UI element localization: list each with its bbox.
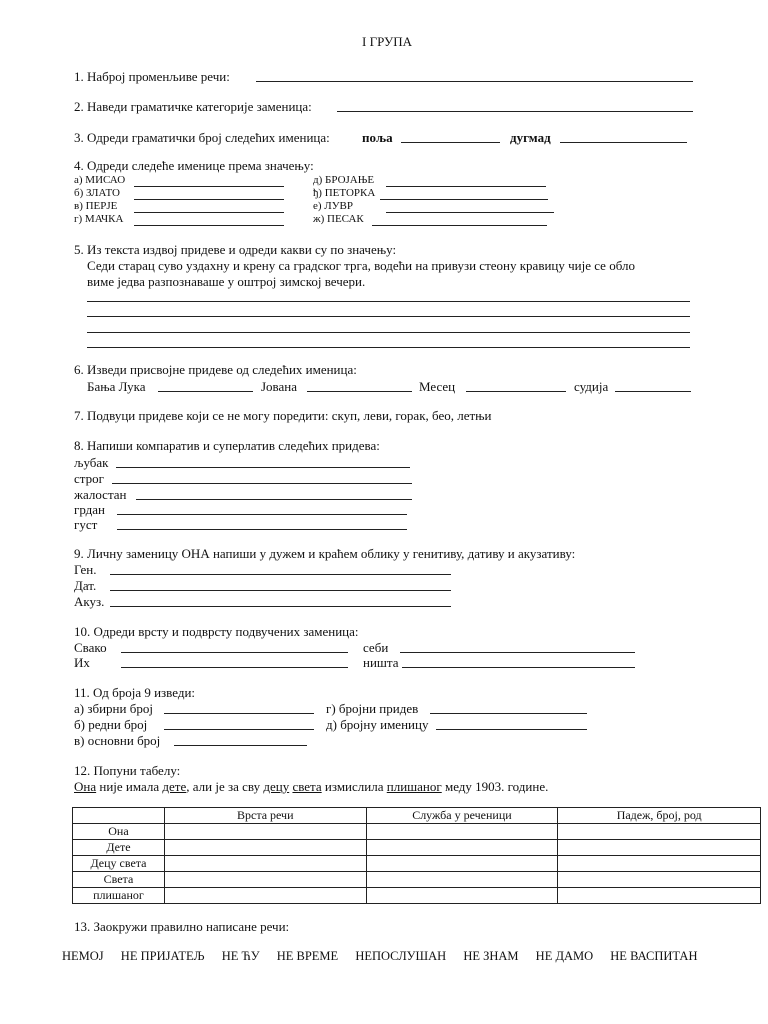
table-cell[interactable] (366, 888, 558, 904)
q8-word: густ (74, 517, 98, 532)
q9-answer-line[interactable] (110, 590, 451, 591)
q9-case: Акуз. (74, 594, 105, 609)
q13-word[interactable]: НЕ ДАМО (535, 949, 594, 963)
q9-answer-line[interactable] (110, 574, 451, 575)
q11-item-left: б) редни број (74, 717, 148, 732)
q6-answer-line[interactable] (158, 391, 253, 392)
q2-text: 2. Наведи граматичке категорије заменица: (74, 99, 312, 114)
q11-answer-line[interactable] (436, 729, 587, 730)
q6-word: Месец (419, 379, 456, 394)
q11-answer-line[interactable] (164, 729, 314, 730)
table-cell[interactable] (558, 872, 761, 888)
table-row (73, 888, 761, 904)
table-header-row (73, 808, 761, 824)
q12-text: 12. Попуни табелу: (74, 763, 181, 778)
q4-answer-line[interactable] (372, 225, 547, 226)
table-cell[interactable] (164, 872, 366, 888)
q11-answer-line[interactable] (174, 745, 307, 746)
q10-answer-line[interactable] (121, 652, 348, 653)
q7-text: 7. Подвуци придеве који се не могу поредити: скуп, леви, горак, бео, летњи (74, 408, 492, 423)
table-cell[interactable] (164, 856, 366, 872)
q4-answer-line[interactable] (386, 212, 554, 213)
q4-answer-line[interactable] (134, 186, 284, 187)
q8-answer-line[interactable] (117, 529, 407, 530)
table-row (73, 824, 761, 840)
table-header-cell: Служба у реченици (366, 808, 558, 824)
q11-item-left: а) збирни број (74, 701, 153, 716)
table-cell[interactable] (366, 872, 558, 888)
table-row (73, 872, 761, 888)
table-cell[interactable] (558, 840, 761, 856)
q2-answer-line[interactable] (337, 111, 693, 112)
q9-text: 9. Личну заменицу ОНА напиши у дужем и краћем облику у генитиву, дативу и акузативу: (74, 546, 576, 561)
q8-word: грдан (74, 502, 106, 517)
q10-text: 10. Одреди врсту и подврсту подвучених заменица: (74, 624, 359, 639)
table-cell[interactable] (366, 840, 558, 856)
page-title: I ГРУПА (362, 34, 412, 49)
table-cell[interactable] (558, 888, 761, 904)
q9-case: Дат. (74, 578, 97, 593)
q6-word: Јована (261, 379, 298, 394)
q11-answer-line[interactable] (430, 713, 587, 714)
q9-case: Ген. (74, 562, 97, 577)
q12-sentence-part: , али је за сву (186, 779, 264, 794)
q13-word[interactable]: НЕ ВАСПИТАН (610, 949, 698, 963)
q12-underlined-word: дете (162, 779, 187, 794)
q12-underlined-word: света (292, 779, 322, 794)
q8-answer-line[interactable] (116, 467, 410, 468)
table-cell[interactable] (366, 856, 558, 872)
q4-item-right: д) БРОЈАЊЕ (313, 174, 375, 186)
q4-answer-line[interactable] (386, 186, 546, 187)
table-header-cell: Падеж, број, род (558, 808, 761, 824)
q4-item-left: г) МАЧКА (74, 213, 124, 225)
table-row (73, 840, 761, 856)
q8-answer-line[interactable] (112, 483, 412, 484)
q10-answer-line[interactable] (121, 667, 348, 668)
q8-word: љубак (74, 455, 109, 470)
table-cell[interactable] (558, 824, 761, 840)
q3-word-1: поља (362, 130, 393, 145)
q1-answer-line[interactable] (256, 81, 693, 82)
q12-underlined-word: Она (74, 779, 97, 794)
q12-sentence (74, 780, 548, 793)
table-header-cell (73, 808, 165, 824)
q4-item-left: а) МИСАО (74, 174, 126, 186)
q11-answer-line[interactable] (164, 713, 314, 714)
q13-word[interactable]: НЕ ПРИЈАТЕЉ (120, 949, 205, 963)
q5-passage-line-2: виме једва разпознаваше у оштрој зимској вечери. (87, 274, 366, 289)
q10-word-left: Их (74, 655, 90, 670)
q8-word: жалостан (74, 487, 127, 502)
q6-word: судија (574, 379, 609, 394)
q5-text: 5. Из текста издвој придеве и одреди какви су по значењу: (74, 242, 397, 257)
table-cell[interactable] (558, 856, 761, 872)
q10-word-right: себи (363, 640, 389, 655)
q6-answer-line[interactable] (466, 391, 566, 392)
q6-answer-line[interactable] (615, 391, 691, 392)
q12-underlined-word: децу (263, 779, 290, 794)
q13-word[interactable]: НЕПОСЛУШАН (355, 949, 447, 963)
q6-word: Бања Лука (87, 379, 146, 394)
q5-answer-line[interactable] (87, 316, 690, 317)
q6-text: 6. Изведи присвојне придеве од следећих именица: (74, 362, 357, 377)
q8-word: строг (74, 471, 104, 486)
q4-answer-line[interactable] (134, 225, 284, 226)
q8-text: 8. Напиши компаратив и суперлатив следећих придева: (74, 438, 380, 453)
q6-answer-line[interactable] (307, 391, 412, 392)
table-row-label: Децу света (73, 856, 165, 872)
q4-answer-line[interactable] (134, 212, 284, 213)
q12-sentence-part: меду 1903. године. (441, 779, 549, 794)
q3-answer-line-1[interactable] (401, 142, 500, 143)
q4-answer-line[interactable] (380, 199, 548, 200)
q13-word[interactable]: НЕМОЈ (62, 949, 104, 963)
q13-word[interactable]: НЕ ВРЕМЕ (276, 949, 339, 963)
q13-word-list (62, 950, 711, 963)
q12-sentence-part: није имала (96, 779, 163, 794)
q13-word[interactable]: НЕ ЗНАМ (463, 949, 519, 963)
table-row-label: Света (73, 872, 165, 888)
q10-answer-line[interactable] (402, 667, 635, 668)
table-row (73, 856, 761, 872)
q5-passage-line-1: Седи старац суво уздахну и крену са градског трга, водећи на привузи стеону кравицу чије се обло (87, 258, 635, 273)
q3-word-2: дугмад (510, 130, 551, 145)
q3-answer-line-2[interactable] (560, 142, 687, 143)
q12-sentence-part: измислила (321, 779, 387, 794)
q4-item-right: ж) ПЕСАК (313, 213, 364, 225)
q11-item-right: г) бројни придев (326, 701, 419, 716)
table-cell[interactable] (164, 840, 366, 856)
q8-answer-line[interactable] (117, 514, 407, 515)
q5-answer-line[interactable] (87, 301, 690, 302)
table-row-label: Дете (73, 840, 165, 856)
table-header-cell: Врста речи (164, 808, 366, 824)
q1-text: 1. Наброј променљиве речи: (74, 69, 230, 84)
q4-text: 4. Одреди следеће именице према значењу: (74, 158, 314, 173)
q9-answer-line[interactable] (110, 606, 451, 607)
q5-answer-line[interactable] (87, 347, 690, 348)
table-row-label: плишаног (73, 888, 165, 904)
q13-text: 13. Заокружи правилно написане речи: (74, 919, 290, 934)
q12-table (72, 807, 761, 904)
q4-item-right: е) ЛУВР (313, 200, 353, 212)
q5-answer-line[interactable] (87, 332, 690, 333)
q10-word-left: Свако (74, 640, 107, 655)
q3-text: 3. Одреди граматички број следећих именица: (74, 130, 330, 145)
q11-text: 11. Од броја 9 изведи: (74, 685, 196, 700)
q4-answer-line[interactable] (134, 199, 284, 200)
q12-underlined-word: плишаног (386, 779, 442, 794)
q11-item-left: в) основни број (74, 733, 161, 748)
q10-word-right: ништа (363, 655, 399, 670)
q13-word[interactable]: НЕ ЋУ (221, 949, 260, 963)
q4-item-right: ђ) ПЕТОРКА (313, 187, 376, 199)
q11-item-right: д) бројну именицу (326, 717, 429, 732)
table-cell[interactable] (366, 824, 558, 840)
q4-item-left: в) ПЕРЈЕ (74, 200, 118, 212)
table-cell[interactable] (164, 888, 366, 904)
table-row-label: Она (73, 824, 165, 840)
q4-item-left: б) ЗЛАТО (74, 187, 120, 199)
q8-answer-line[interactable] (136, 499, 412, 500)
table-cell[interactable] (164, 824, 366, 840)
q10-answer-line[interactable] (400, 652, 635, 653)
